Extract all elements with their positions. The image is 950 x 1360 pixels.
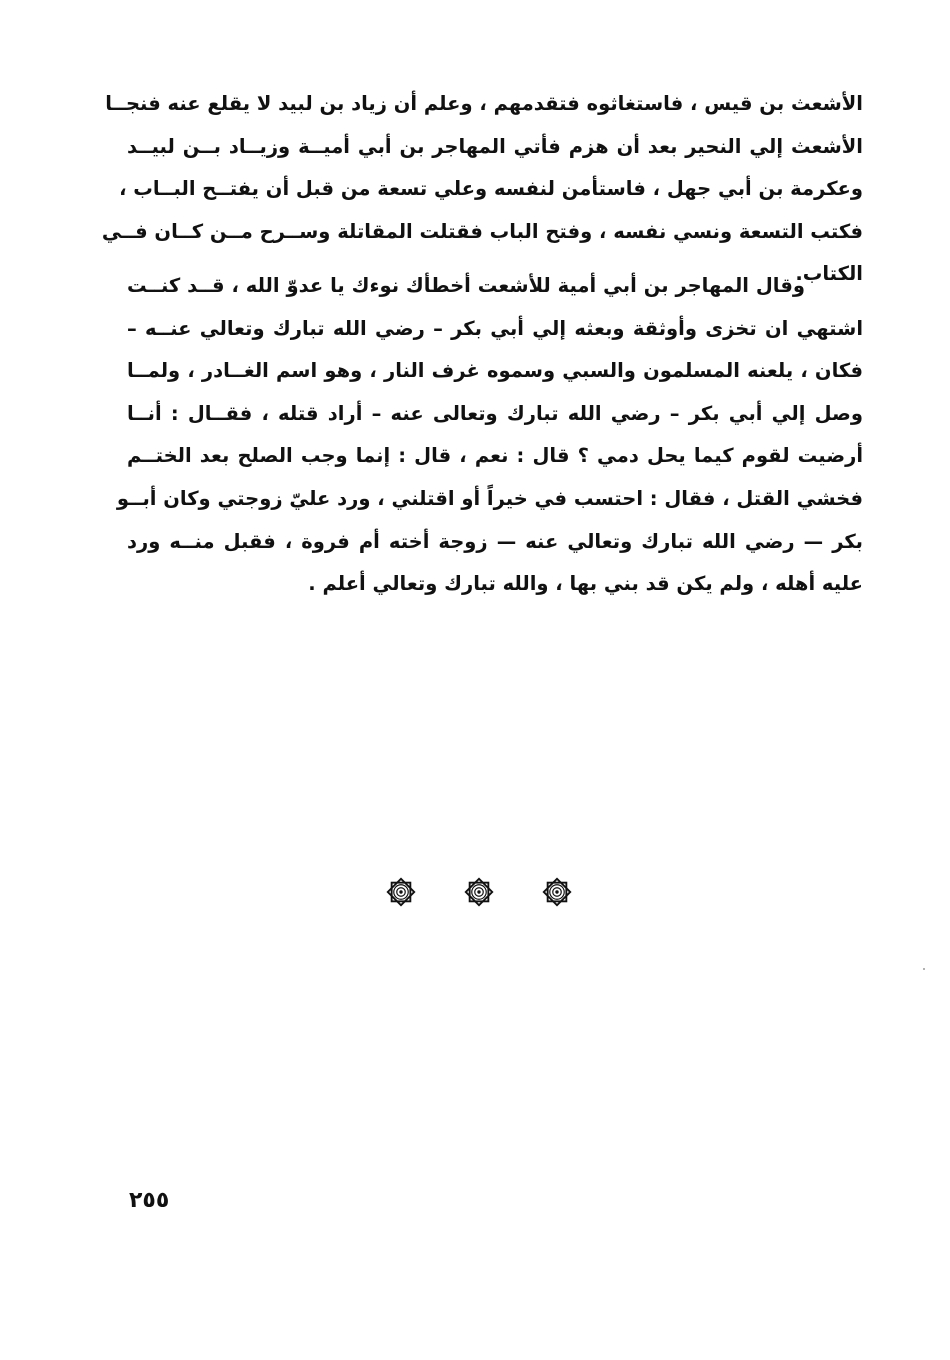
text-line: اشتهي ان تخزى وأوثقة وبعثه إلي أبي بكر – رضي الله تبارك وتعالي عنــه – <box>127 316 863 340</box>
text-line: عليه أهله ، ولم يكن قد بني بها ، والله تبارك وتعالي أعلم . <box>308 572 863 596</box>
scan-speck <box>923 968 925 970</box>
ornament-icon <box>540 875 574 909</box>
text-line: وصل إلي أبي بكر – رضي الله تبارك وتعالى عنه – أراد قتله ، فقــال : أنــا <box>127 401 863 425</box>
text-line: أرضيت لقوم كيما يحل دمي ؟ قال : نعم ، قال : إنما وجب الصلح بعد الختــم <box>127 444 863 468</box>
text-line: فكتب التسعة ونسي نفسه ، وفتح الباب فقتلت المقاتلة وســرح مــن كــان فــي <box>101 219 863 243</box>
text-line: فخشي القتل ، فقال : احتسب في خيراً أو اقتلني ، ورد عليّ زوجتي وكان أبــو <box>116 486 863 510</box>
text-line: فكان ، يلعنه المسلمون والسبي وسموه غرف النار ، وهو اسم الغــادر ، ولمــا <box>127 359 863 383</box>
text-line: وقال المهاجر بن أبي أمية للأشعت أخطأك نوءك يا عدوّ الله ، قــد كنــت <box>127 274 805 297</box>
ornament-icon <box>462 875 496 909</box>
ornament-icon <box>384 875 418 909</box>
text-line: الأشعث إلي النحير بعد أن هزم فأتي المهاجر بن أبي أميــة وزيــاد بــن لبيــد <box>127 134 863 158</box>
page-number: ٢٥٥ <box>129 1188 170 1213</box>
text-line: وعكرمة بن أبي جهل ، فاستأمن لنفسه وعلي تسعة من قبل أن يفتــح البــاب ، <box>119 177 863 201</box>
paragraph-2 <box>116 265 863 606</box>
section-divider-ornaments <box>384 872 574 912</box>
text-line: الأشعث بن قيس ، فاستغاثوه فتقدمهم ، وعلم أن زياد بن لبيد لا يقلع عنه فنجــا <box>105 92 863 115</box>
text-line: بكر — رضي الله تبارك وتعالي عنه — زوجة أخته أم فروة ، فقبل منــه ورد <box>127 529 863 553</box>
text-line: الكتاب. <box>795 262 863 286</box>
